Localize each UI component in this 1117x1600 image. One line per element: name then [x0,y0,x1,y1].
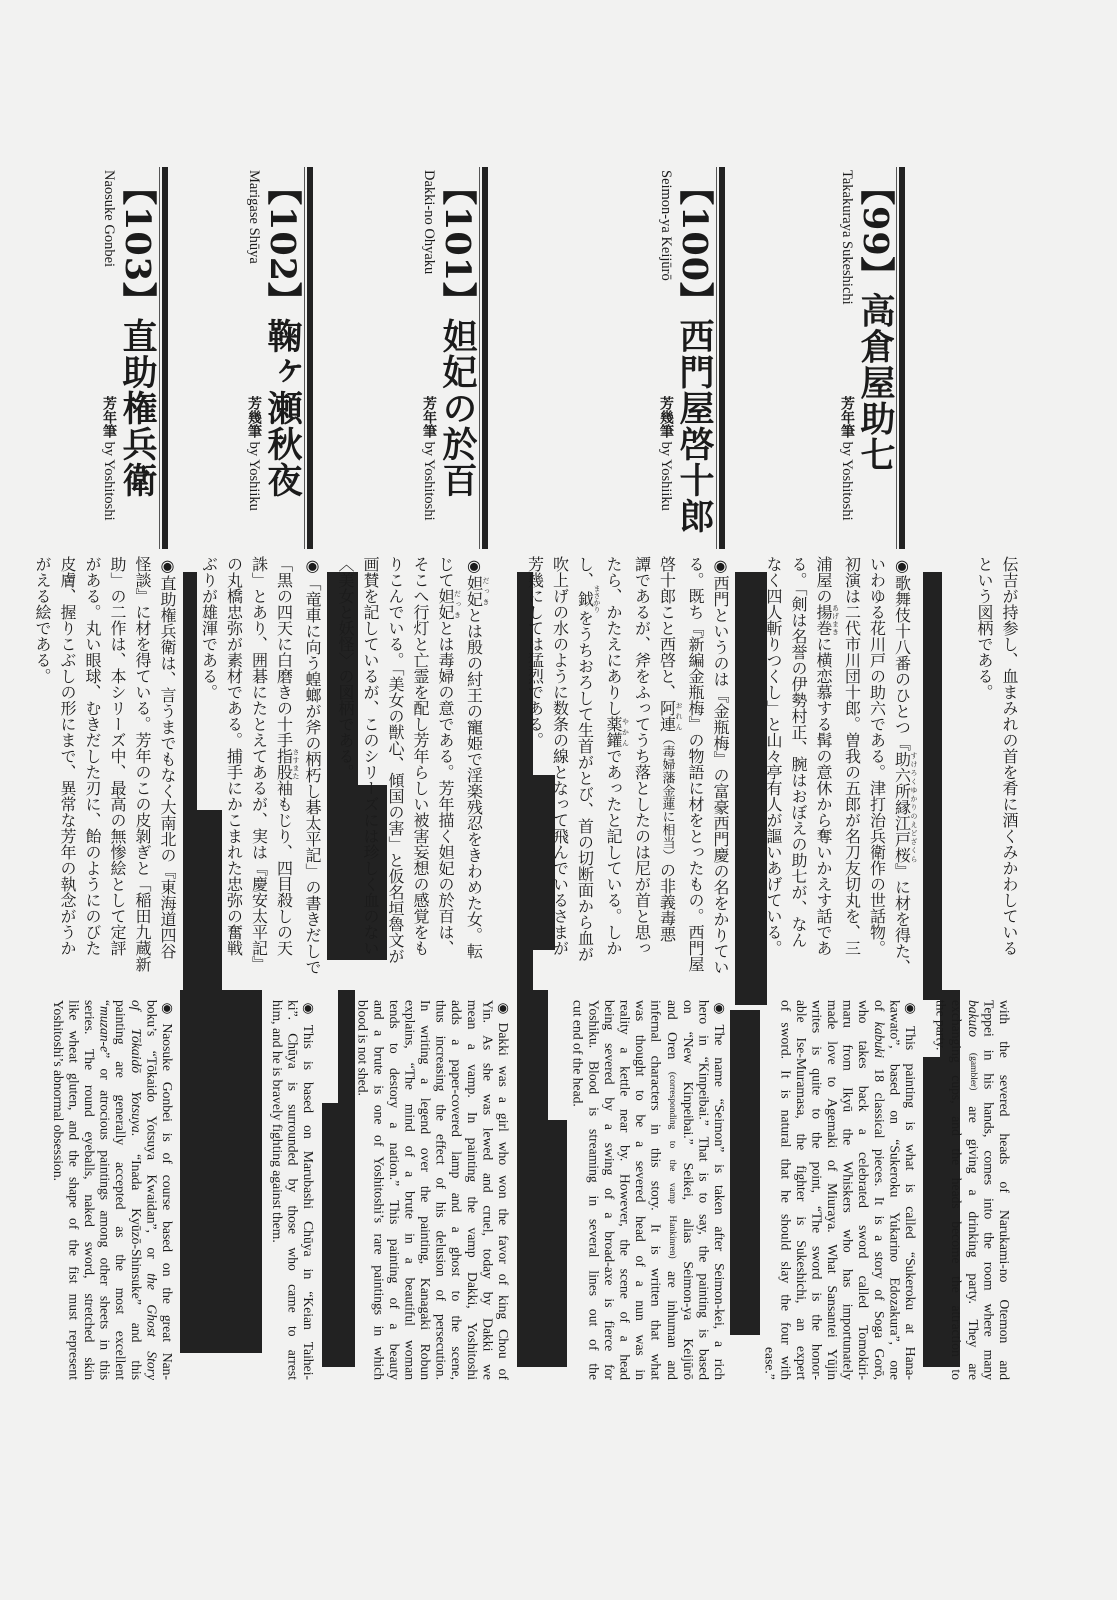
text-line: In writing a legend over the painting, Kanagaki Robun [418,1000,434,1380]
title-kanji: 【101】妲妃の於百 [437,170,478,499]
entry-title-101 [421,170,477,550]
text-line: いわゆる花川戸の助六である。津打治兵衛作の世話物。 [867,556,887,956]
artist-jp: 芳幾筆 [246,396,262,438]
text-line: ki”. Chūya is surrounded by those who came to arrest [285,1000,301,1380]
japanese-text-previous [972,556,1022,992]
text-line: made love to Agemaki of Miuraya. What Sansantei Yūjin [825,1000,841,1380]
text-line: 伝吉が持参し、血まみれの首を肴に酒くみかわしている [1000,556,1019,956]
text-line: and a brute is one of Yoshitoshi’s rare paintings in which [371,1000,387,1380]
text-line: of sword. It is natural that he should slay the four with [778,1000,794,1380]
text-line: なく四人斬りつくし」と山々亭有人が謳いあげている。 [764,556,783,956]
ruby-annotation: 妲妃だっき [464,575,490,607]
title-rule [899,167,905,549]
japanese-text-102 [197,556,326,992]
title-rule [896,167,897,549]
title-rule [159,167,160,549]
italic-text: muzan-e [97,1006,113,1053]
title-kanji: 【99】高倉屋助七 [855,170,896,473]
artist-en: by Yoshiiku [658,441,674,511]
text-line: blood is not shed. [355,1000,371,1096]
title-rule [482,167,488,549]
black-block [180,990,262,1353]
text-line: 吹上げの水のように数条の線となって飛んでいるさまが [550,556,570,956]
title-romanization: Marigase Shūya [246,170,262,264]
text-line: 皮膚、握りこぶしの形にまで、異常な芳年の執念がうか [58,556,77,956]
text-line: bakuto (gambler) are giving a drinking party. They are [965,1000,981,1380]
ruby-annotation: 揚巻あげまき [814,604,840,636]
title-rule [719,167,725,549]
italic-text: kabuki [871,1021,887,1059]
artist-en: by Yoshitoshi [101,441,117,521]
text-line: painting are generally accepted as the most excellent [113,1000,129,1380]
ruby-annotation: 妲妃だっき [436,588,462,620]
artist-byline [421,396,437,521]
title-romanization: Dakki-no Ohyaku [421,170,437,275]
text-line: ease.” [762,1347,778,1380]
text-line: る。「剣は名誉の伊勢村正、腕はおぼえの助七が、なん [789,556,808,948]
artist-byline [246,396,262,511]
ruby-annotation: 指股さすまた [274,748,300,780]
artist-jp: 芳年筆 [839,396,855,438]
text-line: tends to destory a nation.” This painting of a beauty [386,1000,402,1380]
text-line: him, and he is bravely fighting against them. [269,1000,285,1243]
text-line: ぶりが雄渾である。 [199,556,219,700]
artist-byline [101,396,117,521]
artist-byline [658,396,674,511]
black-block [338,990,355,1103]
text-line: the party. [933,1000,949,1051]
italic-text: of Tōkaidō Yotsuya [128,1000,144,1133]
text-line: 譚であるが、斧をふってうち落としたのは尼が首と思っ [632,556,652,956]
text-line: Yin. As she was lewed and cruel, today by Dakki we [480,1000,496,1380]
artist-jp: 芳年筆 [101,396,117,438]
small-text: (corresponding to the vamp Hankinren) [667,1071,678,1259]
text-line: was thought to be a severed head of a nun was in [633,1000,649,1380]
text-line: の丸橋忠弥が素材である。捕手にかこまれた忠弥の奮戦 [224,556,244,956]
artist-en: by Yoshitoshi [421,441,437,521]
text-line: 「黒の四天に白磨きの十手指股さすまた袖もじり、四目殺しの天 [274,556,300,956]
text-line: たら、かたえにありし薬鑵やかんであったと記している。しか [604,556,630,956]
text-line: infernal characters in this story. It is written that what [648,1000,664,1380]
text-line: boku’s “Tōkaido Yotsuya Kwaidan”, or the Ghost Story [144,1000,160,1381]
text-line: thus increasing the effect of his delusion of persecution. [433,1000,449,1380]
artist-en: by Yoshiiku [246,441,262,511]
text-line: writes is quite to the point, “The sword is the honor- [809,1000,825,1380]
artist-jp: 芳幾筆 [658,396,674,438]
text-line: 誅」とあり、囲碁にたとえてあるが、実は『慶安太平記』 [249,556,269,972]
title-rule [479,167,480,549]
title-romanization: Naosuke Gonbei [101,170,117,268]
text-line: じて妲妃だっきとは毒婦の意である。芳年描く妲妃の於百は、 [436,556,462,956]
title-romanization: Takakuraya Sukeshichi [839,170,855,305]
text-line: ◉Dakki was a girl who won the favor of king Chou of [496,1000,511,1380]
text-line: 初演は二代市川団十郎。曽我の五郎が名刀友切丸を、三 [842,556,862,956]
text-line: being severed by a swing of a broad-axe is fierce for [601,1000,617,1380]
english-text-previous [933,1000,1012,1380]
small-text: (gambler) [967,1052,978,1091]
text-line: of kabuki 18 classical pieces. It is a story of Soga Gorō, [871,1000,887,1380]
text-line: on “New Kinpeibai.” Seikei, alias Seimon-ya Keijūrō [680,1000,696,1380]
text-line: 助」の二作は、本シリーズ中、最高の無惨絵として定評 [108,556,127,956]
text-line: able Ise-Muramasa, the fighter is Sukeshichi, an expert [793,1000,809,1380]
entry-title-102 [246,170,302,550]
artist-jp: 芳年筆 [421,396,437,438]
entry-title-100 [658,170,714,550]
title-rule [307,167,313,549]
text-line: like wheat gluten, and the shape of the fist must represent [66,1000,82,1380]
black-block [517,990,548,1120]
text-line: “muzan-e” or atrocious paintings among other sheets in this [97,1000,113,1380]
text-line: 怪談』に材を得ている。芳年のこの皮剝ぎと「稲田九蔵新 [133,556,152,972]
text-line: of Tōkaidō Yotsuya. “Inada Kyūzō-Shinsuke” and this [128,1000,144,1380]
english-text-103 [50,1000,175,1380]
text-line: 芳幾にしては猛烈である。 [525,556,545,748]
text-line: ◉This painting is what is called “Sukeroku at Hana- [903,1000,918,1380]
text-line: 〈美女と妖怪〉の図柄である。 [336,556,355,780]
artist-byline [839,396,855,521]
text-line: ◉「竜車に向う蝗螂が斧の柄朽し碁太平記」の書きだしで [303,556,322,975]
title-rule [716,167,717,549]
text-line: そこへ行灯と亡霊を配し芳年らしい被害妄想の感覚をも [411,556,430,956]
entry-title-99 [839,170,895,550]
black-block [730,1010,760,1335]
text-line: る。既ち『新編金瓶梅』の物語に材をとったもの。西門屋 [686,556,705,972]
text-line: explains, “The mind of a brute in a beautiful woman [402,1000,418,1380]
english-text-102 [269,1000,316,1380]
ruby-annotation: 薬鑵やかん [604,716,630,748]
black-block [517,1120,567,1367]
text-line: ◉Naosuke Gonbei is of course based on the great Nan- [160,1000,175,1380]
ruby-annotation: 阿連おれん [657,700,683,732]
text-line: reality a kettle near by. However, the scene of a head [617,1000,633,1380]
black-block [923,572,942,1000]
text-line: Yoshitoshi’s abnormal obsession. [50,1000,66,1182]
text-line: kawato”, based on “Sukeroku Yukarino Edozakura”, one [887,1000,903,1380]
text-line: という図柄である。 [975,556,994,700]
text-line: ◉妲妃だっきとは殷の紂王の寵姫で淫楽残忍をきわめた女。転 [464,556,490,959]
artist-en: by Yoshitoshi [839,441,855,521]
text-line: ◉歌舞伎十八番のひとつ『助六所縁江戸桜すけろくゆかりのえどざくら』に材を得た、 [892,556,918,975]
text-line: 画賛を記しているが、このシリーズには珍しく血のない [361,556,380,956]
text-line: ◉西門というのは『金瓶梅』の富豪西門慶の名をかりてい [711,556,730,975]
english-text-100 [570,1000,727,1380]
text-line: 啓十郎こと西啓と、阿連おれん（毒婦藩金蓮に相当）の非義毒悪 [657,556,683,942]
italic-text: bakuto [965,1000,981,1037]
text-line: mean a vamp. In painting the vamp Dakki, Yoshitoshi [464,1000,480,1380]
english-text-101 [355,1000,511,1380]
title-rule [162,167,168,549]
italic-text: the Ghost Story [144,1273,160,1381]
text-line: Yoshiku. Blood is streaming in several lines out of the [586,1000,602,1380]
title-kanji: 【103】直助権兵衛 [117,170,158,499]
ruby-annotation: 助六所縁江戸桜すけろくゆかりのえどざくら [892,751,918,863]
text-line: ◉This is based on Marubashi Chūya in “Keian Taihei- [301,1000,316,1380]
entry-title-103 [101,170,157,550]
black-block [183,572,197,810]
text-line: ◉The name “Seimon” is taken after Seimon-kei, a rich [712,1000,727,1380]
title-rule [304,167,305,549]
japanese-text-101 [333,556,490,992]
text-line: maru from Ikyū the Whiskers who has importunately [840,1000,856,1380]
title-romanization: Seimon-ya Keijūrō [658,170,674,281]
text-line: series. The round eyeballs, naked sword, stretched skin [82,1000,98,1380]
english-text-99 [762,1000,918,1380]
japanese-text-103 [30,556,180,992]
title-kanji: 【102】鞠ヶ瀬秋夜 [262,170,303,499]
text-line: and Oren (corresponding to the vamp Hankinren) are inhuman and [665,1000,681,1380]
text-line: adds a paper-covered lamp and a ghost to the scene, [449,1000,465,1380]
text-line: がえる絵である。 [33,556,52,684]
text-line: 浦屋の揚巻あげまきに横恋慕する髯の意休から奪いかえす話であ [814,556,840,956]
ruby-annotation: 鉞まさかり [575,585,601,613]
text-line: hero in “Kinpeibai.” That is to say, the painting is based [696,1000,712,1380]
text-line: with the severed heads of Narukami-no Otemon and [997,1000,1012,1380]
text-line: ◉直助権兵衛は、言うまでもなく大南北の『東海道四谷 [158,556,177,959]
title-kanji: 【100】西門屋啓十郎 [674,170,715,535]
text-line: cut end of the head. [570,1000,586,1107]
small-text: （毒婦藩金蓮に相当） [659,732,675,862]
japanese-text-100 [523,556,734,992]
black-block [322,1103,355,1367]
text-line: がある。丸い眼球、むきだした刃に、飴のようにのびた [83,556,102,956]
text-line: who takes back a celebrated sword called Tomokiri- [856,1000,872,1380]
japanese-text-99 [761,556,918,992]
text-line: Teppei in his hands, comes into the room where many [981,1000,997,1380]
text-line: し、鉞まさかりをうちおろして生首がとび、首の切断面から血が [575,556,601,962]
text-line: exchanging cups, and the heads become the attraction to [949,1000,965,1380]
text-line: りこんでいる。「美女の獣心、傾国の害」と仮名垣魯文が [386,556,405,964]
